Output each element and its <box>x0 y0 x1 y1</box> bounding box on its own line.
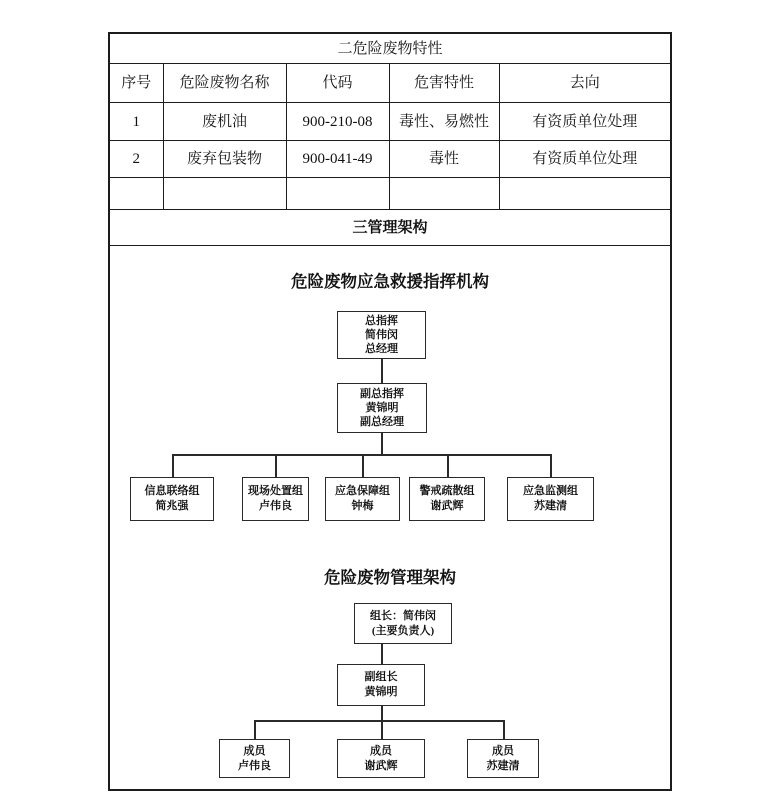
cell-waste-name <box>163 178 286 210</box>
org-box-onsite-disposal-group: 现场处置组 卢伟良 <box>242 477 309 521</box>
hazardous-waste-table <box>108 32 672 791</box>
col-header-destination: 去向 <box>499 64 671 103</box>
connector-line <box>275 454 277 477</box>
connector-line <box>381 644 383 664</box>
diagrams-cell <box>109 246 671 791</box>
org-box-emergency-monitoring-group: 应急监测组 苏建清 <box>507 477 594 521</box>
table-row-empty <box>109 178 671 210</box>
connector-line <box>254 720 256 739</box>
table-row <box>109 103 671 141</box>
connector-line <box>550 454 552 477</box>
cell-code <box>286 178 389 210</box>
cell-waste-name: 废机油 <box>163 103 286 141</box>
col-header-waste-name: 危险废物名称 <box>163 64 286 103</box>
connector-line <box>381 706 383 720</box>
org-charts-container <box>112 246 668 789</box>
management-chart-title: 危险废物管理架构 <box>324 568 456 587</box>
col-header-code: 代码 <box>286 64 389 103</box>
org-box-commander: 总指挥 简伟闵 总经理 <box>337 311 426 359</box>
connector-line <box>254 720 503 722</box>
org-box-emergency-support-group: 应急保障组 钟梅 <box>325 477 400 521</box>
connector-line <box>381 720 383 739</box>
cell-code: 900-041-49 <box>286 141 389 178</box>
org-box-info-liaison-group: 信息联络组 简兆强 <box>130 477 214 521</box>
cell-index <box>109 178 163 210</box>
org-box-member-2: 成员 谢武辉 <box>337 739 425 778</box>
cell-hazard: 毒性 <box>389 141 499 178</box>
col-header-hazard: 危害特性 <box>389 64 499 103</box>
cell-destination: 有资质单位处理 <box>499 103 671 141</box>
org-box-member-3: 成员 苏建清 <box>467 739 539 778</box>
cell-hazard: 毒性、易燃性 <box>389 103 499 141</box>
cell-destination: 有资质单位处理 <box>499 141 671 178</box>
cell-destination <box>499 178 671 210</box>
emergency-chart-title: 危险废物应急救援指挥机构 <box>291 272 489 291</box>
cell-code: 900-210-08 <box>286 103 389 141</box>
table-title: 二危险废物特性 <box>109 33 671 64</box>
org-box-deputy-commander: 副总指挥 黄锦明 副总经理 <box>337 383 427 433</box>
connector-line <box>172 454 174 477</box>
connector-line <box>381 433 383 454</box>
org-box-deputy-leader: 副组长 黄锦明 <box>337 664 425 706</box>
org-box-member-1: 成员 卢伟良 <box>219 739 290 778</box>
org-box-alert-evacuation-group: 警戒疏散组 谢武辉 <box>409 477 485 521</box>
cell-waste-name: 废弃包装物 <box>163 141 286 178</box>
col-header-index: 序号 <box>109 64 163 103</box>
connector-line <box>362 454 364 477</box>
cell-index: 2 <box>109 141 163 178</box>
table-row <box>109 141 671 178</box>
connector-line <box>503 720 505 739</box>
cell-index: 1 <box>109 103 163 141</box>
section-title: 三管理架构 <box>109 210 671 246</box>
connector-line <box>381 359 383 383</box>
cell-hazard <box>389 178 499 210</box>
connector-line <box>447 454 449 477</box>
table-header-row <box>109 64 671 103</box>
org-box-leader: 组长：简伟闵 (主要负责人) <box>354 603 452 644</box>
